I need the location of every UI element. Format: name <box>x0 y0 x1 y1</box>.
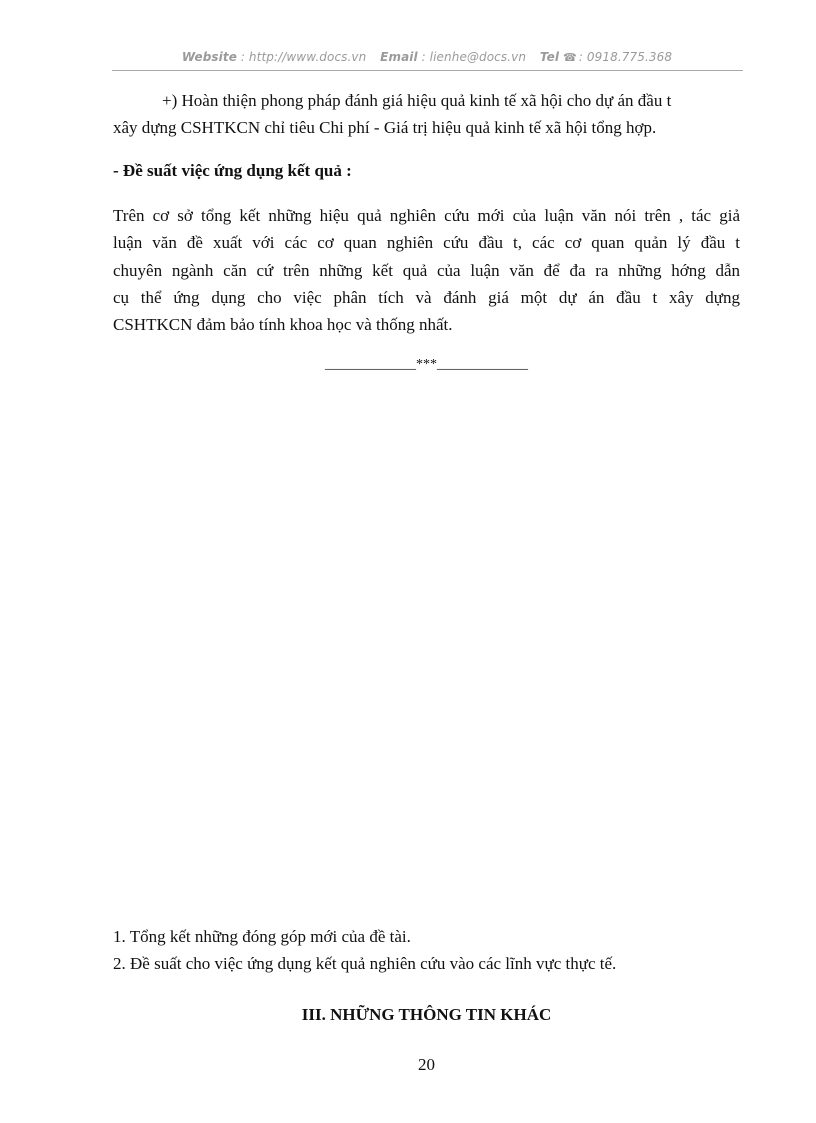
website-value: : http://www.docs.vn <box>240 50 367 64</box>
page-header <box>112 50 742 64</box>
paragraph-1-line-2: xây dựng CSHTKCN chỉ tiêu Chi phí - Giá trị hiệu quả kinh tế xã hội tổng hợp. <box>113 118 657 137</box>
section-heading: - Đề suất việc ứng dụng kết quả : <box>113 161 352 180</box>
list-item-1: 1. Tổng kết những đóng góp mới của đề tài. <box>113 927 411 946</box>
email-value: : lienhe@docs.vn <box>421 50 527 64</box>
paragraph-2-line-3: chuyên ngành căn cứ trên những kết quả của luận văn để đa ra những hớng dẫn <box>113 261 740 280</box>
phone-icon: ☎ <box>563 51 577 64</box>
header-divider <box>112 70 743 71</box>
page-number: 20 <box>418 1055 435 1074</box>
paragraph-2-line-2: luận văn đề xuất với các cơ quan nghiên cứu đầu t, các cơ quan quản lý đầu t <box>113 233 740 252</box>
tel-value: : 0918.775.368 <box>578 50 673 64</box>
tel-label: Tel <box>539 50 560 64</box>
section-separator: _____________***_____________ <box>325 357 528 372</box>
list-item-2: 2. Đề suất cho việc ứng dụng kết quả nghiên cứu vào các lĩnh vực thực tế. <box>113 954 617 973</box>
email-label: Email <box>380 50 418 64</box>
section-title: III. NHỮNG THÔNG TIN KHÁC <box>301 1005 552 1024</box>
paragraph-1-line-1: +) Hoàn thiện phong pháp đánh giá hiệu quả kinh tế xã hội cho dự án đầu t <box>162 91 672 110</box>
paragraph-2-line-4: cụ thể ứng dụng cho việc phân tích và đánh giá một dự án đầu t xây dựng <box>113 288 740 307</box>
website-label: Website <box>181 50 237 64</box>
paragraph-2-line-5: CSHTKCN đảm bảo tính khoa học và thống nhất. <box>113 315 453 334</box>
paragraph-2-line-1: Trên cơ sở tổng kết những hiệu quả nghiên cứu mới của luận văn nói trên , tác giả <box>113 206 740 225</box>
